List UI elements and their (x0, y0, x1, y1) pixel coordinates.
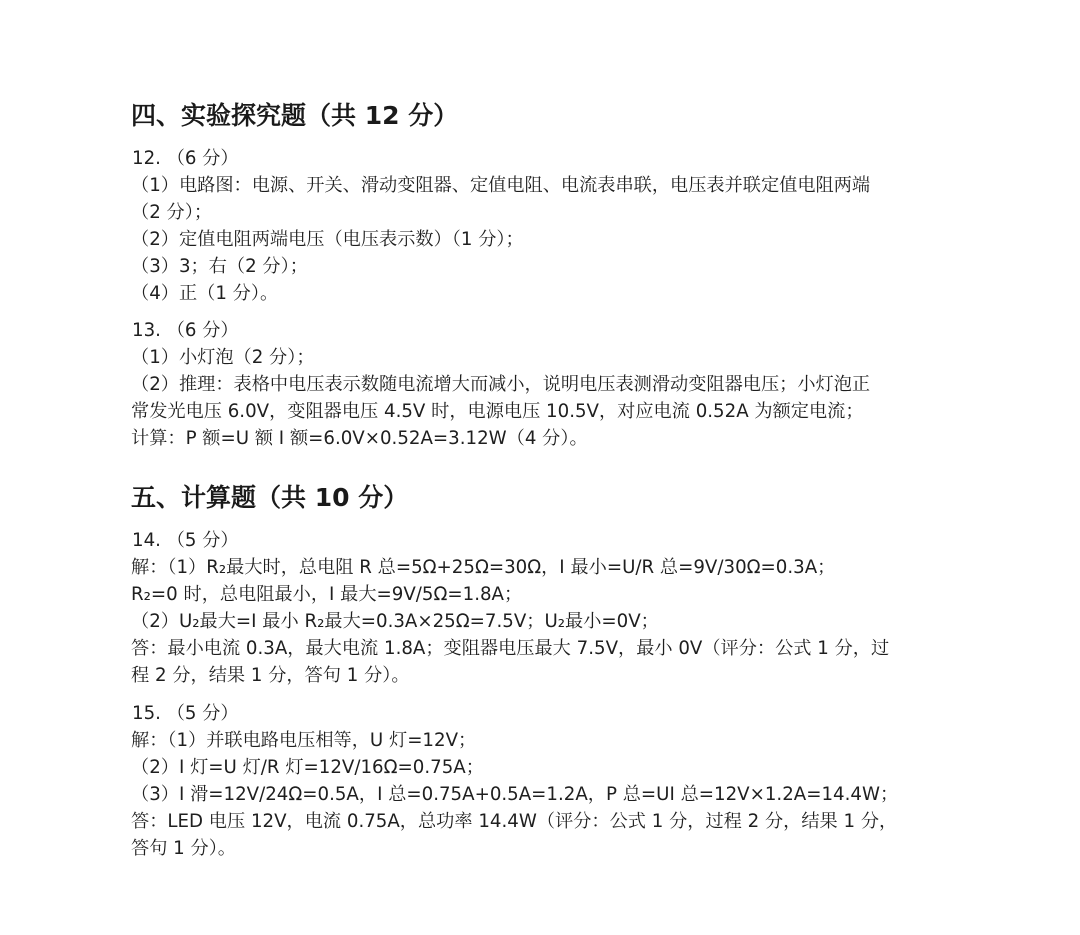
answer-line: 答：最小电流 0.3A，最大电流 1.8A；变阻器电压最大 7.5V，最小 0V（评分：公式 1 分，过 (131, 638, 890, 659)
answer-line: （2）U₂最大=I 最小 R₂最大=0.3A×25Ω=7.5V；U₂最小=0V； (131, 611, 659, 632)
answer-line: R₂=0 时，总电阻最小，I 最大=9V/5Ω=1.8A； (131, 584, 523, 605)
answer-line: （1）小灯泡（2 分）； (131, 347, 315, 368)
answer-line: （1）电路图：电源、开关、滑动变阻器、定值电阻、电流表串联，电压表并联定值电阻两端 (131, 175, 871, 196)
answer-line: 程 2 分，结果 1 分，答句 1 分）。 (131, 665, 410, 686)
question-number: 12. （6 分） (132, 148, 239, 169)
answer-line: （3）I 滑=12V/24Ω=0.5A，I 总=0.75A+0.5A=1.2A，P 总=UI 总=12V×1.2A=14.4W； (131, 784, 899, 805)
question-number: 13. （6 分） (132, 320, 239, 341)
answer-line: 计算：P 额=U 额 I 额=6.0V×0.52A=3.12W（4 分）。 (131, 428, 588, 449)
section-heading-calculation: 五、计算题（共 10 分） (131, 483, 409, 512)
answer-line: （2 分）； (131, 202, 213, 223)
answer-line: 解：（1）R₂最大时，总电阻 R 总=5Ω+25Ω=30Ω，I 最小=U/R 总=9V/30Ω=0.3A； (131, 557, 836, 578)
answer-line: （2）I 灯=U 灯/R 灯=12V/16Ω=0.75A； (131, 757, 484, 778)
question-number: 15. （5 分） (132, 703, 239, 724)
answer-line: 常发光电压 6.0V，变阻器电压 4.5V 时，电源电压 10.5V，对应电流 0.52A 为额定电流； (131, 401, 864, 422)
answer-line: （3）3；右（2 分）； (131, 256, 308, 277)
answer-line: （2）推理：表格中电压表示数随电流增大而减小，说明电压表测滑动变阻器电压；小灯泡正 (131, 374, 871, 395)
answer-line: 答句 1 分）。 (131, 838, 236, 859)
answer-line: 答：LED 电压 12V，电流 0.75A，总功率 14.4W（评分：公式 1 分，过程 2 分，结果 1 分， (131, 811, 898, 832)
question-number: 14. （5 分） (132, 530, 239, 551)
section-heading-experiment: 四、实验探究题（共 12 分） (131, 101, 459, 130)
answer-line: （2）定值电阻两端电压（电压表示数）（1 分）； (131, 229, 524, 250)
answer-line: （4）正（1 分）。 (131, 283, 279, 304)
answer-line: 解：（1）并联电路电压相等，U 灯=12V； (131, 730, 477, 751)
